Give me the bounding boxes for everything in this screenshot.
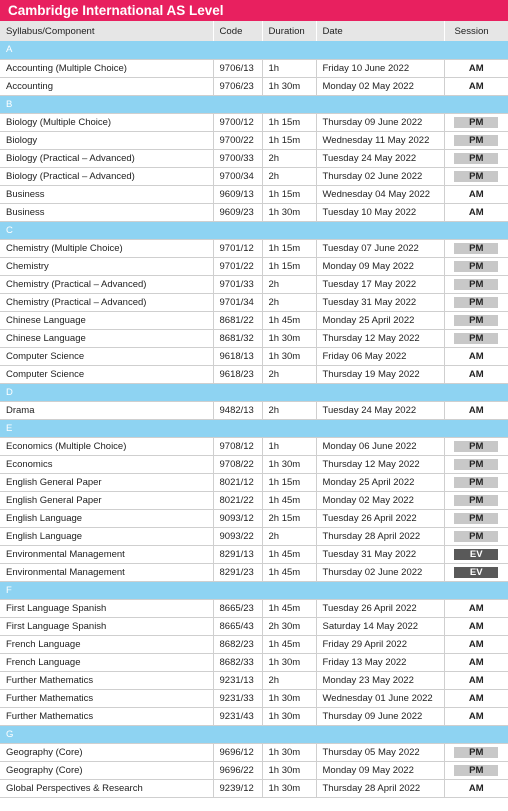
syllabus-cell: Chemistry (Multiple Choice) [0, 239, 213, 257]
column-header-syllabus: Syllabus/Component [0, 21, 213, 41]
table-row [0, 527, 508, 545]
session-cell [444, 239, 508, 257]
syllabus-cell: English Language [0, 527, 213, 545]
code-cell: 9706/13 [213, 59, 262, 77]
date-cell: Friday 13 May 2022 [316, 653, 444, 671]
syllabus-cell: Geography (Core) [0, 761, 213, 779]
code-cell: 9696/12 [213, 743, 262, 761]
syllabus-cell: French Language [0, 635, 213, 653]
code-cell: 9618/13 [213, 347, 262, 365]
duration-cell: 1h [262, 437, 316, 455]
duration-cell: 2h [262, 275, 316, 293]
date-cell: Tuesday 07 June 2022 [316, 239, 444, 257]
table-row [0, 617, 508, 635]
duration-cell: 1h 30m [262, 779, 316, 797]
session-cell [444, 77, 508, 95]
session-badge: AM [468, 710, 484, 722]
section-letter-row [0, 383, 508, 401]
session-cell [444, 401, 508, 419]
session-cell [444, 131, 508, 149]
code-cell: 8681/22 [213, 311, 262, 329]
session-badge: PM [454, 747, 498, 758]
date-cell: Thursday 09 June 2022 [316, 113, 444, 131]
code-cell: 9701/12 [213, 239, 262, 257]
date-cell: Monday 09 May 2022 [316, 257, 444, 275]
session-badge: PM [454, 513, 498, 524]
date-cell: Thursday 28 April 2022 [316, 527, 444, 545]
syllabus-cell: Chinese Language [0, 329, 213, 347]
syllabus-cell: Environmental Management [0, 563, 213, 581]
section-letter-row [0, 41, 508, 59]
table-row [0, 401, 508, 419]
code-cell: 9700/33 [213, 149, 262, 167]
date-cell: Monday 02 May 2022 [316, 491, 444, 509]
date-cell: Thursday 02 June 2022 [316, 167, 444, 185]
code-cell: 9706/23 [213, 77, 262, 95]
exam-timetable [0, 21, 508, 798]
duration-cell: 1h 45m [262, 311, 316, 329]
table-row [0, 185, 508, 203]
code-cell: 8682/23 [213, 635, 262, 653]
date-cell: Tuesday 31 May 2022 [316, 545, 444, 563]
session-cell [444, 635, 508, 653]
session-cell [444, 779, 508, 797]
duration-cell: 1h 30m [262, 455, 316, 473]
session-cell [444, 311, 508, 329]
section-letter: F [0, 581, 508, 599]
session-badge: AM [468, 656, 484, 668]
duration-cell: 2h [262, 365, 316, 383]
section-letter-row [0, 95, 508, 113]
column-header-date: Date [316, 21, 444, 41]
session-badge: PM [454, 477, 498, 488]
syllabus-cell: Business [0, 185, 213, 203]
session-cell [444, 113, 508, 131]
duration-cell: 1h 30m [262, 689, 316, 707]
duration-cell: 1h 15m [262, 239, 316, 257]
table-row [0, 257, 508, 275]
table-row [0, 635, 508, 653]
session-cell [444, 329, 508, 347]
duration-cell: 1h 15m [262, 473, 316, 491]
section-letter-row [0, 581, 508, 599]
syllabus-cell: Business [0, 203, 213, 221]
session-cell [444, 617, 508, 635]
section-letter-row [0, 221, 508, 239]
syllabus-cell: Biology (Practical – Advanced) [0, 167, 213, 185]
session-cell [444, 527, 508, 545]
date-cell: Thursday 02 June 2022 [316, 563, 444, 581]
code-cell: 9231/13 [213, 671, 262, 689]
date-cell: Monday 25 April 2022 [316, 311, 444, 329]
duration-cell: 1h 45m [262, 563, 316, 581]
session-badge: PM [454, 495, 498, 506]
code-cell: 9700/22 [213, 131, 262, 149]
date-cell: Tuesday 24 May 2022 [316, 401, 444, 419]
section-letter: G [0, 725, 508, 743]
session-badge: PM [454, 153, 498, 164]
session-cell [444, 293, 508, 311]
code-cell: 9708/12 [213, 437, 262, 455]
code-cell: 9700/34 [213, 167, 262, 185]
column-header-code: Code [213, 21, 262, 41]
duration-cell: 1h 15m [262, 185, 316, 203]
session-cell [444, 671, 508, 689]
code-cell: 9609/23 [213, 203, 262, 221]
syllabus-cell: Chemistry (Practical – Advanced) [0, 275, 213, 293]
session-badge: AM [468, 62, 484, 74]
session-badge: PM [454, 531, 498, 542]
table-row [0, 131, 508, 149]
table-row [0, 437, 508, 455]
syllabus-cell: Accounting [0, 77, 213, 95]
table-row [0, 599, 508, 617]
session-badge: PM [454, 315, 498, 326]
duration-cell: 1h 15m [262, 113, 316, 131]
code-cell: 8665/23 [213, 599, 262, 617]
duration-cell: 2h [262, 671, 316, 689]
date-cell: Monday 06 June 2022 [316, 437, 444, 455]
session-cell [444, 185, 508, 203]
session-cell [444, 491, 508, 509]
section-letter-row [0, 725, 508, 743]
session-badge: AM [468, 206, 484, 218]
syllabus-cell: Biology (Practical – Advanced) [0, 149, 213, 167]
date-cell: Friday 10 June 2022 [316, 59, 444, 77]
session-cell [444, 761, 508, 779]
syllabus-cell: Geography (Core) [0, 743, 213, 761]
syllabus-cell: English Language [0, 509, 213, 527]
table-body [0, 41, 508, 797]
duration-cell: 1h 30m [262, 653, 316, 671]
session-cell [444, 149, 508, 167]
code-cell: 9701/22 [213, 257, 262, 275]
duration-cell: 1h 30m [262, 329, 316, 347]
table-row [0, 347, 508, 365]
table-header-row [0, 21, 508, 41]
code-cell: 9093/12 [213, 509, 262, 527]
duration-cell: 2h 30m [262, 617, 316, 635]
session-cell [444, 59, 508, 77]
syllabus-cell: Chinese Language [0, 311, 213, 329]
session-badge: AM [468, 368, 484, 380]
section-letter: A [0, 41, 508, 59]
session-badge: PM [454, 297, 498, 308]
session-badge: PM [454, 765, 498, 776]
syllabus-cell: Global Perspectives & Research [0, 779, 213, 797]
table-row [0, 149, 508, 167]
table-row [0, 545, 508, 563]
session-cell [444, 203, 508, 221]
duration-cell: 1h 15m [262, 257, 316, 275]
date-cell: Thursday 28 April 2022 [316, 779, 444, 797]
session-badge: PM [454, 459, 498, 470]
date-cell: Saturday 14 May 2022 [316, 617, 444, 635]
syllabus-cell: First Language Spanish [0, 599, 213, 617]
session-badge: PM [454, 117, 498, 128]
session-cell [444, 167, 508, 185]
syllabus-cell: Further Mathematics [0, 707, 213, 725]
date-cell: Thursday 19 May 2022 [316, 365, 444, 383]
syllabus-cell: Computer Science [0, 365, 213, 383]
code-cell: 9701/33 [213, 275, 262, 293]
duration-cell: 1h 45m [262, 545, 316, 563]
session-cell [444, 275, 508, 293]
code-cell: 9231/43 [213, 707, 262, 725]
table-row [0, 77, 508, 95]
session-badge: EV [454, 567, 498, 578]
date-cell: Wednesday 11 May 2022 [316, 131, 444, 149]
duration-cell: 1h 45m [262, 599, 316, 617]
code-cell: 9609/13 [213, 185, 262, 203]
duration-cell: 2h [262, 149, 316, 167]
syllabus-cell: Biology [0, 131, 213, 149]
session-cell [444, 347, 508, 365]
date-cell: Thursday 05 May 2022 [316, 743, 444, 761]
session-badge: PM [454, 135, 498, 146]
code-cell: 8291/23 [213, 563, 262, 581]
date-cell: Tuesday 17 May 2022 [316, 275, 444, 293]
table-row [0, 311, 508, 329]
syllabus-cell: Biology (Multiple Choice) [0, 113, 213, 131]
syllabus-cell: Economics (Multiple Choice) [0, 437, 213, 455]
date-cell: Monday 02 May 2022 [316, 77, 444, 95]
syllabus-cell: English General Paper [0, 491, 213, 509]
session-badge: PM [454, 441, 498, 452]
session-badge: AM [468, 638, 484, 650]
table-row [0, 761, 508, 779]
session-cell [444, 455, 508, 473]
session-badge: AM [468, 674, 484, 686]
table-row [0, 203, 508, 221]
syllabus-cell: First Language Spanish [0, 617, 213, 635]
date-cell: Thursday 09 June 2022 [316, 707, 444, 725]
date-cell: Wednesday 04 May 2022 [316, 185, 444, 203]
syllabus-cell: English General Paper [0, 473, 213, 491]
session-cell [444, 599, 508, 617]
code-cell: 9093/22 [213, 527, 262, 545]
table-row [0, 779, 508, 797]
syllabus-cell: Chemistry [0, 257, 213, 275]
page-title: Cambridge International AS Level [0, 0, 508, 21]
code-cell: 9618/23 [213, 365, 262, 383]
session-badge: AM [468, 404, 484, 416]
section-letter: C [0, 221, 508, 239]
duration-cell: 1h 30m [262, 203, 316, 221]
date-cell: Friday 06 May 2022 [316, 347, 444, 365]
date-cell: Tuesday 26 April 2022 [316, 509, 444, 527]
table-row [0, 491, 508, 509]
table-row [0, 113, 508, 131]
duration-cell: 2h [262, 293, 316, 311]
session-cell [444, 689, 508, 707]
session-cell [444, 563, 508, 581]
column-header-duration: Duration [262, 21, 316, 41]
date-cell: Wednesday 01 June 2022 [316, 689, 444, 707]
section-letter-row [0, 419, 508, 437]
syllabus-cell: Computer Science [0, 347, 213, 365]
syllabus-cell: Chemistry (Practical – Advanced) [0, 293, 213, 311]
session-badge: EV [454, 549, 498, 560]
table-row [0, 473, 508, 491]
table-row [0, 167, 508, 185]
session-cell [444, 545, 508, 563]
session-badge: AM [468, 188, 484, 200]
date-cell: Thursday 12 May 2022 [316, 455, 444, 473]
syllabus-cell: Environmental Management [0, 545, 213, 563]
duration-cell: 1h 30m [262, 77, 316, 95]
date-cell: Friday 29 April 2022 [316, 635, 444, 653]
syllabus-cell: Further Mathematics [0, 671, 213, 689]
session-badge: PM [454, 243, 498, 254]
duration-cell: 1h 15m [262, 131, 316, 149]
column-header-session: Session [444, 21, 508, 41]
code-cell: 8681/32 [213, 329, 262, 347]
code-cell: 8665/43 [213, 617, 262, 635]
duration-cell: 1h 30m [262, 347, 316, 365]
session-badge: AM [468, 80, 484, 92]
table-row [0, 563, 508, 581]
duration-cell: 2h [262, 401, 316, 419]
table-row [0, 59, 508, 77]
syllabus-cell: French Language [0, 653, 213, 671]
duration-cell: 1h 45m [262, 491, 316, 509]
date-cell: Tuesday 31 May 2022 [316, 293, 444, 311]
table-row [0, 689, 508, 707]
duration-cell: 2h [262, 167, 316, 185]
session-badge: PM [454, 171, 498, 182]
table-row [0, 275, 508, 293]
table-row [0, 743, 508, 761]
session-cell [444, 365, 508, 383]
table-row [0, 329, 508, 347]
section-letter: E [0, 419, 508, 437]
duration-cell: 1h 45m [262, 635, 316, 653]
syllabus-cell: Further Mathematics [0, 689, 213, 707]
date-cell: Tuesday 24 May 2022 [316, 149, 444, 167]
duration-cell: 1h 30m [262, 707, 316, 725]
code-cell: 9708/22 [213, 455, 262, 473]
duration-cell: 2h 15m [262, 509, 316, 527]
table-row [0, 509, 508, 527]
syllabus-cell: Economics [0, 455, 213, 473]
code-cell: 9696/22 [213, 761, 262, 779]
syllabus-cell: Accounting (Multiple Choice) [0, 59, 213, 77]
table-row [0, 653, 508, 671]
session-badge: AM [468, 620, 484, 632]
session-badge: AM [468, 350, 484, 362]
date-cell: Tuesday 10 May 2022 [316, 203, 444, 221]
date-cell: Monday 23 May 2022 [316, 671, 444, 689]
session-cell [444, 473, 508, 491]
duration-cell: 1h [262, 59, 316, 77]
table-row [0, 455, 508, 473]
date-cell: Monday 25 April 2022 [316, 473, 444, 491]
code-cell: 8682/33 [213, 653, 262, 671]
section-letter: D [0, 383, 508, 401]
session-cell [444, 707, 508, 725]
section-letter: B [0, 95, 508, 113]
date-cell: Thursday 12 May 2022 [316, 329, 444, 347]
session-cell [444, 437, 508, 455]
code-cell: 9482/13 [213, 401, 262, 419]
session-cell [444, 743, 508, 761]
session-badge: PM [454, 261, 498, 272]
session-badge: AM [468, 602, 484, 614]
duration-cell: 1h 30m [262, 743, 316, 761]
session-cell [444, 653, 508, 671]
session-badge: AM [468, 782, 484, 794]
session-badge: AM [468, 692, 484, 704]
table-row [0, 293, 508, 311]
table-row [0, 707, 508, 725]
code-cell: 9239/12 [213, 779, 262, 797]
syllabus-cell: Drama [0, 401, 213, 419]
table-row [0, 239, 508, 257]
code-cell: 9231/33 [213, 689, 262, 707]
session-badge: PM [454, 333, 498, 344]
code-cell: 8021/22 [213, 491, 262, 509]
date-cell: Tuesday 26 April 2022 [316, 599, 444, 617]
duration-cell: 2h [262, 527, 316, 545]
table-row [0, 671, 508, 689]
code-cell: 8021/12 [213, 473, 262, 491]
code-cell: 8291/13 [213, 545, 262, 563]
session-badge: PM [454, 279, 498, 290]
date-cell: Monday 09 May 2022 [316, 761, 444, 779]
table-row [0, 365, 508, 383]
session-cell [444, 509, 508, 527]
code-cell: 9701/34 [213, 293, 262, 311]
session-cell [444, 257, 508, 275]
duration-cell: 1h 30m [262, 761, 316, 779]
code-cell: 9700/12 [213, 113, 262, 131]
